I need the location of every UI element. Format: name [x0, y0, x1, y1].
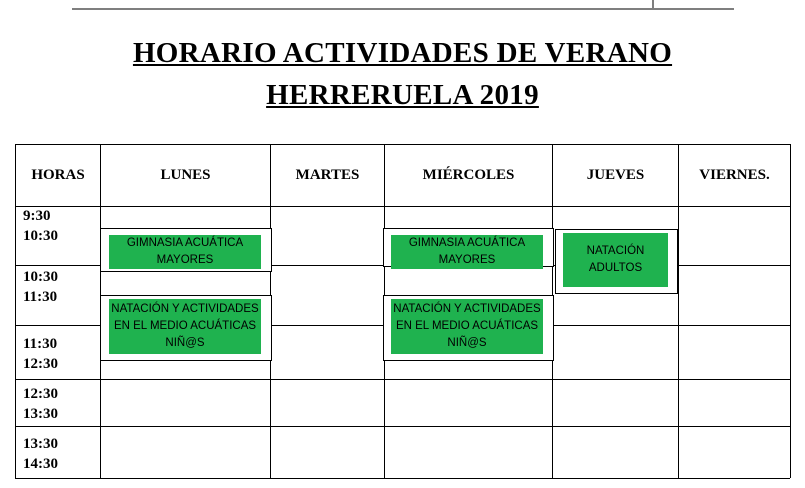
activity-line: MAYORES: [156, 254, 214, 266]
time-slot: [23, 384, 58, 424]
time-slot: [23, 434, 58, 474]
activity-line: MAYORES: [438, 254, 496, 266]
activity-jueves-natacion: [563, 233, 668, 287]
activity-line: GIMNASIA ACUÁTICA: [126, 237, 244, 249]
activity-line: EN EL MEDIO ACUÁTICAS: [395, 320, 539, 332]
time-slot: [23, 206, 58, 246]
time-start: 12:30: [23, 386, 58, 402]
table-border-left: [15, 144, 16, 478]
table-row-divider: [15, 426, 790, 427]
page-top-rule: [72, 8, 734, 10]
time-start: 10:30: [23, 269, 58, 285]
header-lunes: LUNES: [160, 167, 211, 183]
table-row-divider: [15, 379, 790, 380]
header-martes: MARTES: [295, 167, 360, 183]
time-slot: [23, 334, 58, 374]
activity-line: NATACIÓN: [586, 245, 645, 257]
time-start: 9:30: [23, 208, 51, 224]
header-miercoles: MIÉRCOLES: [422, 167, 515, 183]
activity-line: ADULTOS: [588, 262, 643, 274]
table-border-top: [15, 144, 790, 145]
activity-line: EN EL MEDIO ACUÁTICAS: [113, 320, 257, 332]
activity-miercoles-natacion: [391, 299, 543, 354]
time-end: 14:30: [23, 456, 58, 472]
activity-line: NATACIÓN Y ACTIVIDADES: [393, 303, 541, 315]
activity-lunes-gimnasia: [109, 235, 261, 269]
time-start: 13:30: [23, 436, 58, 452]
title-line-1: HORARIO ACTIVIDADES DE VERANO: [132, 37, 673, 69]
activity-line: GIMNASIA ACUÁTICA: [408, 237, 526, 249]
activity-lunes-natacion: [109, 299, 261, 354]
table-col-divider: [678, 144, 679, 478]
header-horas: HORAS: [31, 167, 85, 183]
table-header-divider: [15, 206, 790, 207]
activity-line: NATACIÓN Y ACTIVIDADES: [111, 303, 259, 315]
time-start: 11:30: [23, 336, 58, 352]
activity-line: NIÑ@S: [165, 337, 205, 349]
title-line-2: HERRERUELA 2019: [266, 79, 539, 111]
table-border-right: [790, 144, 791, 478]
time-end: 11:30: [23, 289, 58, 305]
time-slot: [23, 267, 58, 307]
page-top-tick: [652, 0, 654, 9]
time-end: 12:30: [23, 356, 58, 372]
activity-miercoles-gimnasia: [391, 235, 543, 269]
time-end: 10:30: [23, 228, 58, 244]
time-end: 13:30: [23, 406, 58, 422]
table-border-bottom: [15, 478, 790, 479]
header-viernes: VIERNES.: [699, 167, 770, 183]
header-jueves: JUEVES: [586, 167, 645, 183]
activity-line: NIÑ@S: [447, 337, 487, 349]
